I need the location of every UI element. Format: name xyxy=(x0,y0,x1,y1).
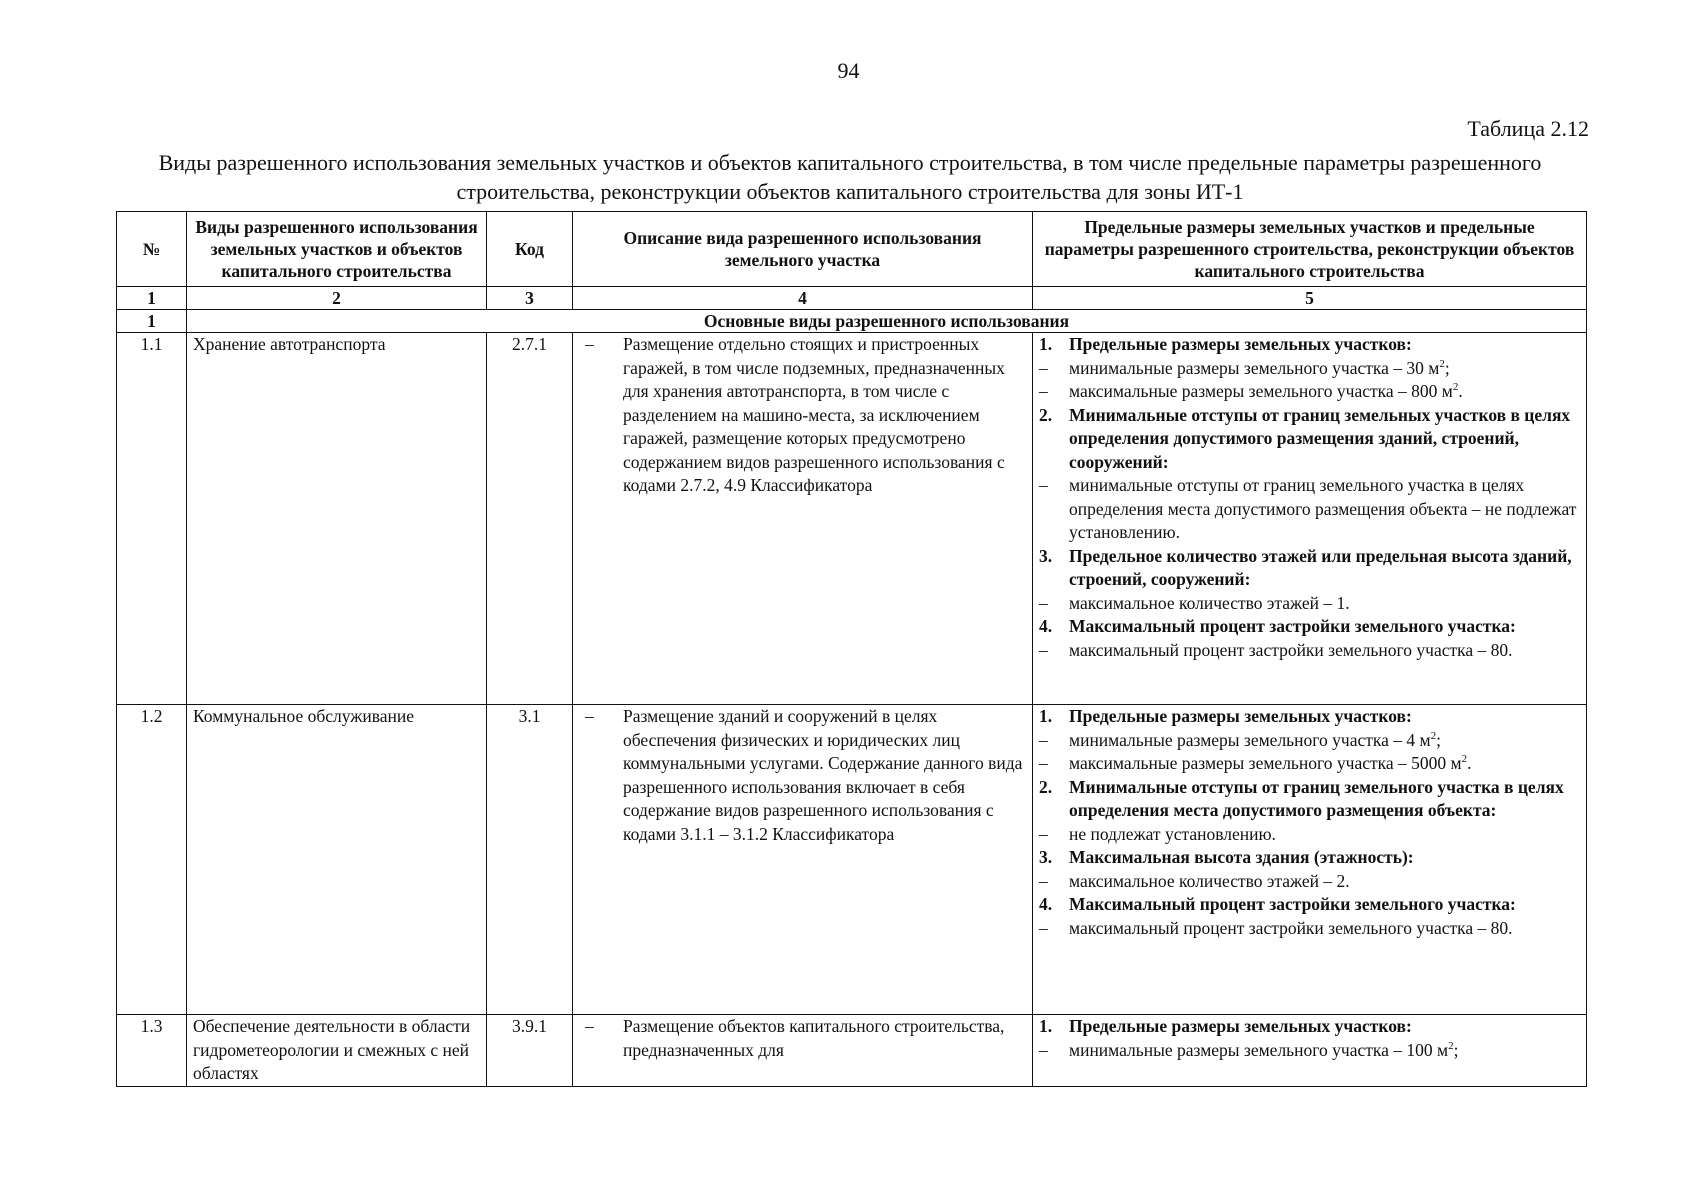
param-number: 1. xyxy=(1039,1016,1053,1036)
row-description xyxy=(573,333,1033,705)
table-row xyxy=(117,705,1587,1015)
param-text: минимальные размеры земельного участка – 30 м xyxy=(1069,357,1440,378)
param-number: 2. xyxy=(1039,776,1053,797)
list-dash: – xyxy=(1039,475,1048,495)
header-code: Код xyxy=(487,212,573,287)
table-title: Виды разрешенного использования земельных участков и объектов капитального строительства, в том числе предельные параметры разрешенного строительства, реконструкции объектов капитального строительства для зоны ИТ-1 xyxy=(158,150,1542,204)
list-dash: – xyxy=(1039,381,1048,401)
superscript: 2 xyxy=(1430,729,1437,742)
param-heading: Минимальные отступы от границ земельного участка в целях определения места допустимого размещения объекта: xyxy=(1069,776,1564,820)
row-type-name: Коммунальное обслуживание xyxy=(187,705,487,1015)
param-number: 1. xyxy=(1039,706,1053,726)
param-text-end: . xyxy=(1458,381,1463,401)
param-text: максимальный процент застройки земельного участка – 80. xyxy=(1069,639,1513,660)
table-row xyxy=(117,333,1587,705)
list-dash: – xyxy=(1039,753,1048,773)
row-number: 1.1 xyxy=(117,333,187,705)
row-code: 3.9.1 xyxy=(487,1015,573,1087)
superscript: 2 xyxy=(1461,753,1468,766)
list-dash: – xyxy=(1039,823,1048,844)
param-number: 4. xyxy=(1039,616,1053,636)
column-number: 3 xyxy=(487,287,573,310)
list-dash: – xyxy=(585,1016,594,1036)
row-params xyxy=(1033,1015,1587,1087)
row-type-name: Обеспечение деятельности в области гидрометеорологии и смежных с ней областях xyxy=(187,1015,487,1087)
param-heading: Предельные размеры земельных участков: xyxy=(1069,706,1412,726)
list-dash: – xyxy=(1039,729,1048,750)
param-heading: Максимальный процент застройки земельного участка: xyxy=(1069,894,1516,914)
param-text: максимальные размеры земельного участка – 5000 м xyxy=(1069,753,1462,773)
list-dash: – xyxy=(585,334,594,354)
param-text: максимальное количество этажей – 2. xyxy=(1069,870,1350,891)
param-text: максимальный процент застройки земельного участка – 80. xyxy=(1069,917,1513,938)
column-number-row xyxy=(117,287,1587,310)
param-number: 3. xyxy=(1039,545,1053,566)
param-heading: Минимальные отступы от границ земельных участков в целях определения допустимого размещения зданий, строений, сооружений: xyxy=(1069,404,1571,472)
param-text-end: ; xyxy=(1436,729,1441,750)
column-number: 2 xyxy=(187,287,487,310)
description-text: Размещение зданий и сооружений в целях обеспечения физических и юридических лиц коммунальными услугами. Содержание данного вида разрешенного использования включает в себя содержание видов разрешенного использования с кодами 3.1.1 – 3.1.2 Классификатора xyxy=(623,706,1023,844)
section-title: Основные виды разрешенного использования xyxy=(187,310,1587,333)
param-heading: Предельные размеры земельных участков: xyxy=(1069,334,1412,354)
param-text: максимальные размеры земельного участка – 800 м xyxy=(1069,381,1453,401)
header-row xyxy=(117,212,1587,287)
param-heading: Максимальный процент застройки земельного участка: xyxy=(1069,616,1516,636)
row-number: 1.3 xyxy=(117,1015,187,1087)
row-number: 1.2 xyxy=(117,705,187,1015)
list-dash: – xyxy=(1039,357,1048,378)
superscript: 2 xyxy=(1439,357,1445,370)
header-description: Описание вида разрешенного использования земельного участка xyxy=(573,212,1033,287)
section-number: 1 xyxy=(117,310,187,333)
param-heading: Максимальная высота здания (этажность): xyxy=(1069,847,1414,867)
param-text-end: . xyxy=(1467,753,1472,773)
param-text: не подлежат установлению. xyxy=(1069,823,1276,844)
param-text: минимальные размеры земельного участка – 100 м xyxy=(1069,1039,1449,1060)
row-description xyxy=(573,705,1033,1015)
param-text: минимальные размеры земельного участка – 4 м xyxy=(1069,729,1431,750)
param-text: минимальные отступы от границ земельного участка в целях определения места допустимого размещения объекта – не подлежат установлению. xyxy=(1069,475,1577,542)
column-number: 5 xyxy=(1033,287,1587,310)
list-dash: – xyxy=(1039,592,1048,613)
row-type-name: Хранение автотранспорта xyxy=(187,333,487,705)
param-heading: Предельное количество этажей или предельная высота зданий, строений, сооружений: xyxy=(1069,545,1572,589)
param-heading: Предельные размеры земельных участков: xyxy=(1069,1016,1412,1036)
list-dash: – xyxy=(585,706,594,726)
header-no: № xyxy=(117,212,187,287)
param-number: 2. xyxy=(1039,404,1053,425)
param-number: 3. xyxy=(1039,847,1053,867)
list-dash: – xyxy=(1039,917,1048,938)
table-label: Таблица 2.12 xyxy=(1467,116,1589,141)
row-params xyxy=(1033,333,1587,705)
list-dash: – xyxy=(1039,1039,1048,1060)
header-types: Виды разрешенного использования земельных участков и объектов капитального строительства xyxy=(187,212,487,287)
description-text: Размещение отдельно стоящих и пристроенных гаражей, в том числе подземных, предназначенных для хранения автотранспорта, в том числе с разделением на машино-места, за исключением гаражей, размещение которых предусмотрено содержанием видов разрешенного использования с кодами 2.7.2, 4.9 Классификатора xyxy=(623,334,1005,495)
superscript: 2 xyxy=(1448,1039,1454,1052)
row-code: 3.1 xyxy=(487,705,573,1015)
list-dash: – xyxy=(1039,639,1048,660)
param-text-end: ; xyxy=(1453,1039,1459,1060)
section-row xyxy=(117,310,1587,333)
param-number: 4. xyxy=(1039,894,1053,914)
param-number: 1. xyxy=(1039,334,1053,354)
param-text: максимальное количество этажей – 1. xyxy=(1069,592,1350,613)
table-row xyxy=(117,1015,1587,1087)
column-number: 4 xyxy=(573,287,1033,310)
row-description xyxy=(573,1015,1033,1087)
row-params xyxy=(1033,705,1587,1015)
description-text: Размещение объектов капитального строительства, предназначенных для xyxy=(623,1016,1005,1060)
page-number: 94 xyxy=(837,58,860,83)
land-use-table xyxy=(116,211,1587,1087)
row-code: 2.7.1 xyxy=(487,333,573,705)
superscript: 2 xyxy=(1452,381,1459,394)
header-params: Предельные размеры земельных участков и предельные параметры разрешенного строительства, реконструкции объектов капитального строительства xyxy=(1033,212,1587,287)
column-number: 1 xyxy=(117,287,187,310)
list-dash: – xyxy=(1039,870,1048,891)
param-text-end: ; xyxy=(1444,357,1450,378)
